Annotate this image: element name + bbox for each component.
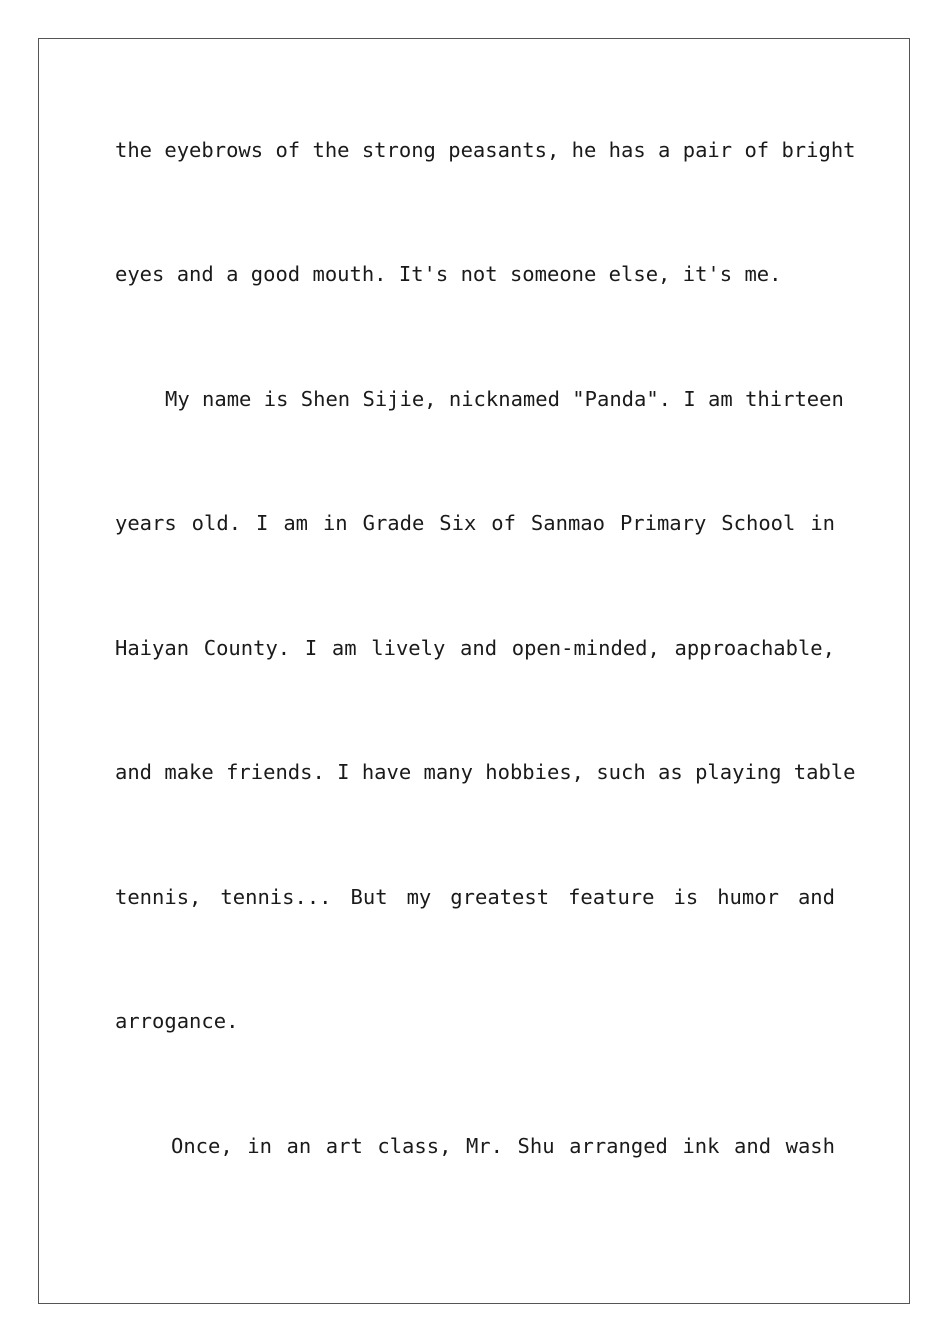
paragraph-start-line: My name is Shen Sijie, nicknamed "Panda". I am thirteen	[165, 387, 844, 411]
text-line: Haiyan County. I am lively and open-minded, approachable,	[115, 636, 835, 660]
paragraph-start-line: Once, in an art class, Mr. Shu arranged ink and wash	[171, 1134, 835, 1158]
text-line: years old. I am in Grade Six of Sanmao Primary School in	[115, 511, 835, 535]
text-line: eyes and a good mouth. It's not someone else, it's me.	[115, 262, 782, 286]
text-line: and make friends. I have many hobbies, such as playing table	[115, 760, 856, 784]
text-line: arrogance.	[115, 1009, 239, 1033]
page-border	[38, 38, 910, 1304]
text-line: the eyebrows of the strong peasants, he has a pair of bright	[115, 138, 856, 162]
text-line: tennis, tennis... But my greatest feature is humor and	[115, 885, 835, 909]
